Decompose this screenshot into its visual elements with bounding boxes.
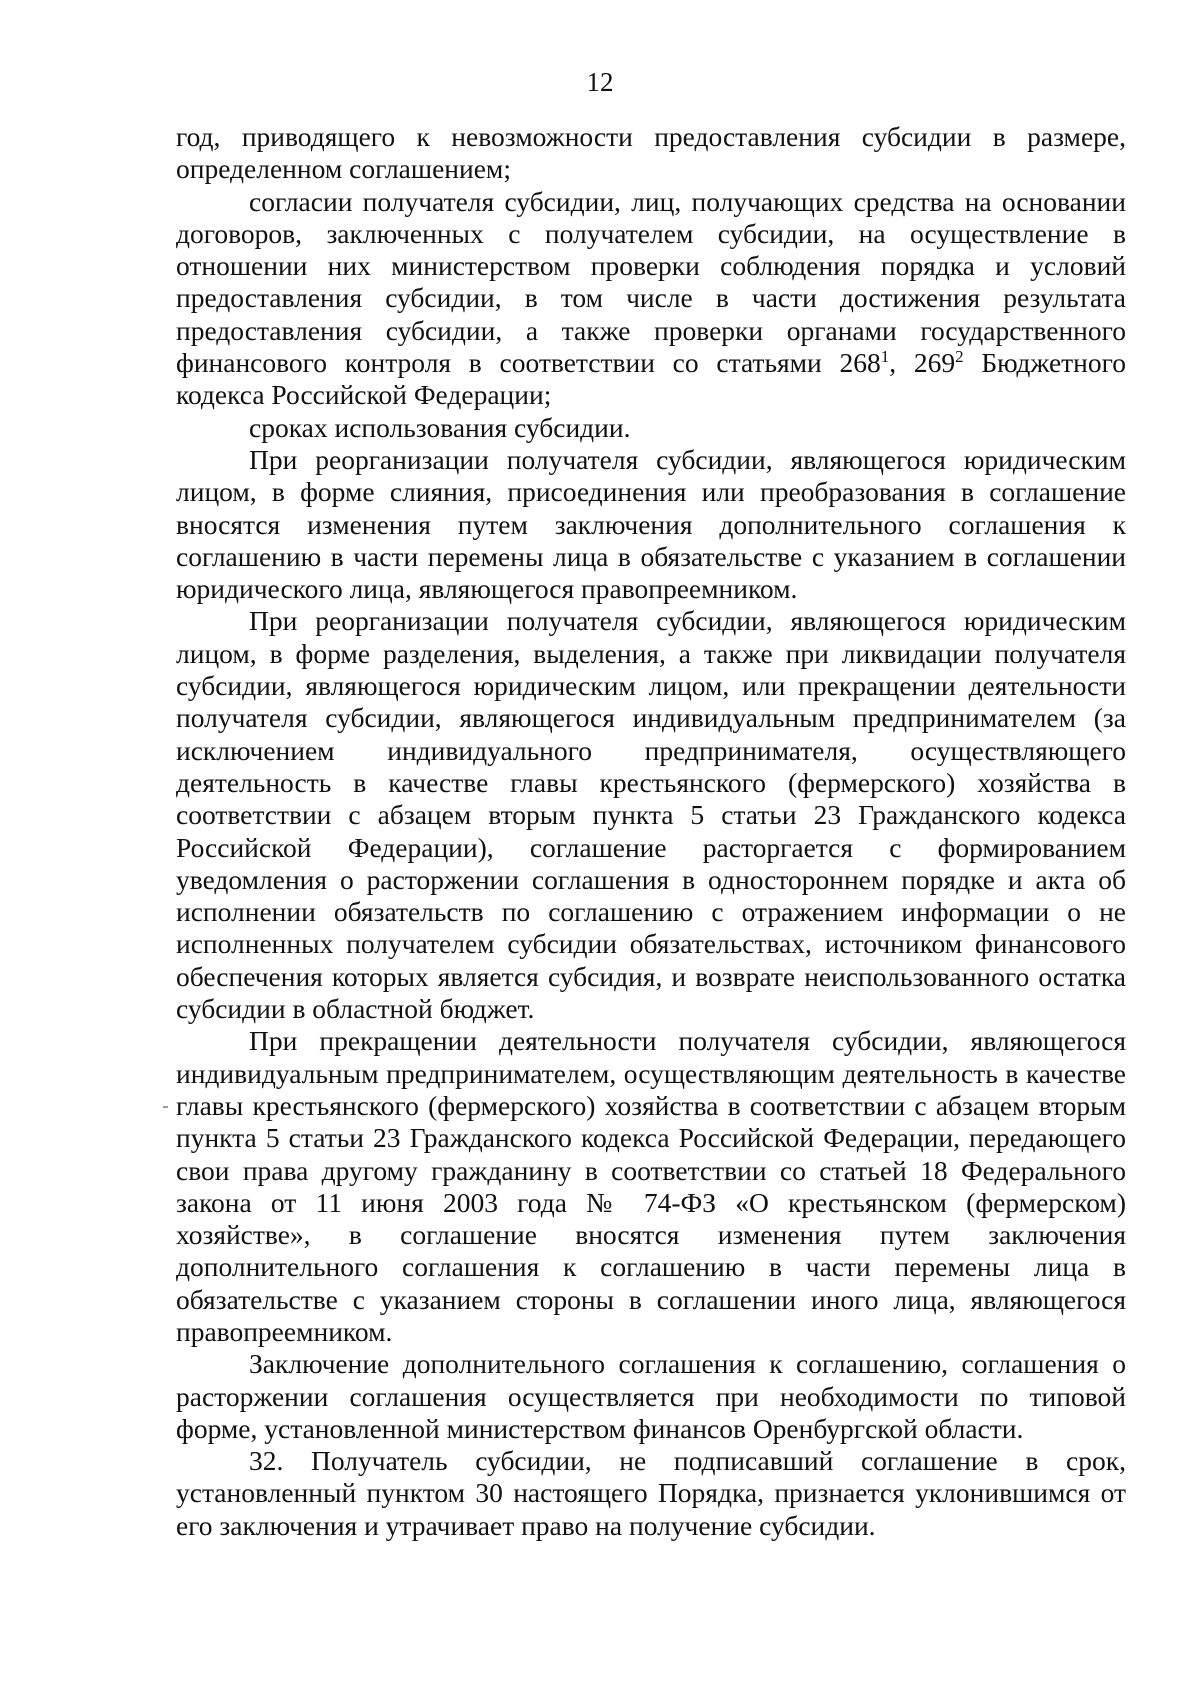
paragraph-subsidy-terms: сроках использования субсидии. <box>249 411 631 443</box>
paragraph-consent-to-audits <box>176 186 1126 412</box>
scan-speck <box>163 1106 168 1108</box>
paragraph-consent-text: согласии получателя субсидии, лиц, получающих средства на основании договоров, заключенных с получателем субсидии, на осуществление в отношении них министерством проверки соблюдения порядка и условий предоставления субсидии, в том числе в части достижения результата предоставления субсидии, а также проверки органами государственного финансового контроля в соответствии со статьями <box>176 185 1126 379</box>
document-body <box>176 121 1126 1542</box>
article-268-number: 268 <box>839 347 881 379</box>
paragraph-consent-tail: Бюджетного кодекса Российской Федерации; <box>176 347 1126 411</box>
paragraph-continuation: год, приводящего к невозможности предоставления субсидии в размере, определенном соглашением; <box>176 121 1126 185</box>
paragraph-reorganization-division: При реорганизации получателя субсидии, являющегося юридическим лицом, в форме разделения, выделения, а также при ликвидации получателя субсидии, являющегося юридическим лицом, или прекращении деятельности получателя субсидии, являющегося индивидуальным предпринимателем (за исключением индивидуального предпринимателя, осуществляющего деятельность в качестве главы крестьянского (фермерского) хозяйства в соответствии с абзацем вторым пункта 5 статьи 23 Гражданского кодекса Российской Федерации), соглашение расторгается с формированием уведомления о расторжении соглашения в одностороннем порядке и акта об исполнении обязательств по соглашению с отражением информации о не исполненных получателем субсидии обязательствах, источником финансового обеспечения которых является субсидия, и возврате неиспользованного остатка субсидии в областной бюджет. <box>176 605 1126 1025</box>
paragraph-clause-32: 32. Получатель субсидии, не подписавший соглашение в срок, установленный пунктом 30 настоящего Порядка, признается уклонившимся от его заключения и утрачивает право на получение субсидии. <box>176 1445 1126 1541</box>
paragraph-farm-head-termination: При прекращении деятельности получателя субсидии, являющегося индивидуальным предпринимателем, осуществляющим деятельность в качестве главы крестьянского (фермерского) хозяйства в соответствии с абзацем вторым пункта 5 статьи 23 Гражданского кодекса Российской Федерации, передающего свои права другому гражданину в соответствии со статьей 18 Федерального закона от 11 июня 2003 года № 74-ФЗ «О крестьянском (фермерском) хозяйстве», в соглашение вносятся изменения путем заключения дополнительного соглашения к соглашению в части перемены лица в обязательстве с указанием стороны в соглашении иного лица, являющегося правопреемником. <box>176 1025 1126 1347</box>
page-number: 12 <box>586 67 614 97</box>
article-269-number: 269 <box>913 347 956 379</box>
article-268-superscript: 1 <box>880 346 890 366</box>
paragraph-reorganization-merger: При реорганизации получателя субсидии, являющегося юридическим лицом, в форме слияния, присоединения или преобразования в соглашение вносятся изменения путем заключения дополнительного соглашения к соглашению в части перемены лица в обязательстве с указанием в соглашении юридического лица, являющегося правопреемником. <box>176 443 1126 605</box>
article-separator: , <box>889 347 914 379</box>
paragraph-additional-agreement: Заключение дополнительного соглашения к соглашению, соглашения о расторжении соглашения осуществляется при необходимости по типовой форме, установленной министерством финансов Оренбургской области. <box>176 1348 1126 1444</box>
article-269-superscript: 2 <box>955 346 964 366</box>
